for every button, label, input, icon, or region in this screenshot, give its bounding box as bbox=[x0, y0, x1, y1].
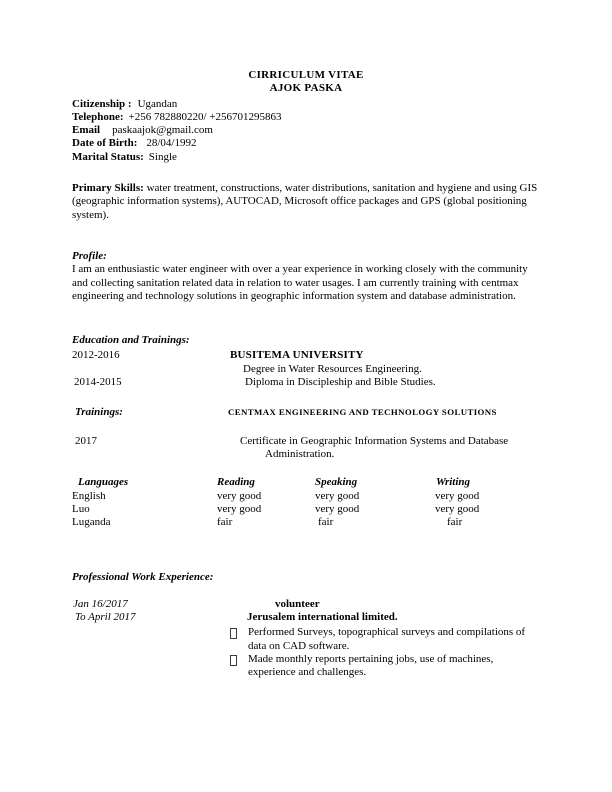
work-date-from: Jan 16/2017 bbox=[73, 597, 128, 610]
contact-block bbox=[72, 98, 540, 164]
work-role: volunteer bbox=[275, 597, 320, 610]
work-date-to: To April 2017 bbox=[75, 611, 136, 624]
primary-skills-paragraph bbox=[72, 182, 540, 222]
languages-col-header: Languages bbox=[78, 476, 129, 489]
contact-value: Single bbox=[148, 150, 177, 163]
document-title: CIRRICULUM VITAE bbox=[248, 69, 364, 81]
reading-level: very good bbox=[217, 489, 262, 502]
contact-label: Marital Status: bbox=[72, 150, 144, 163]
profile-text: I am an enthusiastic water engineer with over a year experience in working closely with the community and collecting sanitation related data in relation to water usages. I am currently training with centmax engineering and technology solutions in geographic information system and database administration. bbox=[72, 263, 528, 302]
contact-label: Date of Birth: bbox=[72, 137, 138, 150]
work-bullet-item bbox=[230, 653, 540, 680]
contact-email bbox=[72, 124, 540, 137]
education-detail: Degree in Water Resources Engineering. bbox=[243, 362, 422, 375]
contact-telephone bbox=[72, 111, 540, 124]
contact-value: paskaajok@gmail.com bbox=[112, 124, 213, 137]
languages-header-row bbox=[72, 476, 540, 489]
document-title-block bbox=[72, 69, 540, 96]
work-entry-row bbox=[72, 611, 540, 624]
education-institution: BUSITEMA UNIVERSITY bbox=[230, 349, 364, 362]
languages-table bbox=[72, 476, 540, 529]
speaking-level: fair bbox=[318, 516, 334, 529]
reading-level: very good bbox=[217, 502, 262, 515]
missing-glyph-bullet-icon bbox=[230, 655, 237, 666]
education-period: 2012-2016 bbox=[72, 349, 120, 362]
contact-citizenship bbox=[72, 98, 540, 111]
speaking-level: very good bbox=[315, 489, 360, 502]
education-period: 2014-2015 bbox=[74, 376, 122, 389]
writing-level: very good bbox=[435, 502, 480, 515]
contact-value: Ugandan bbox=[137, 97, 178, 110]
trainings-provider: CENTMAX ENGINEERING AND TECHNOLOGY SOLUTIONS bbox=[228, 407, 497, 418]
work-experience-entry bbox=[72, 598, 540, 680]
contact-value: +256 782880220/ +256701295863 bbox=[128, 110, 282, 123]
writing-level: very good bbox=[435, 489, 480, 502]
work-organization: Jerusalem international limited. bbox=[247, 611, 398, 624]
primary-skills-label: Primary Skills: bbox=[72, 182, 144, 195]
language-name: English bbox=[72, 489, 106, 502]
education-heading: Education and Trainings: bbox=[72, 334, 190, 347]
primary-skills-text: water treatment, constructions, water distributions, sanitation and hygiene and using GIS (geographic information systems), AUTOCAD, Microsoft office packages and GPS (global positioning system). bbox=[72, 182, 538, 221]
writing-col-header: Writing bbox=[436, 476, 471, 489]
profile-heading: Profile: bbox=[72, 249, 107, 262]
language-row bbox=[72, 516, 540, 529]
trainings-certificate-row bbox=[72, 435, 540, 462]
writing-level: fair bbox=[447, 516, 463, 529]
trainings-row bbox=[72, 406, 540, 419]
trainings-certificate: Certificate in Geographic Information Systems and Database Administration. bbox=[240, 434, 509, 460]
language-row bbox=[72, 490, 540, 503]
education-entry-detail bbox=[72, 363, 540, 376]
speaking-col-header: Speaking bbox=[315, 476, 358, 489]
work-bullet-text: Made monthly reports pertaining jobs, use of machines, experience and challenges. bbox=[248, 652, 494, 679]
reading-level: fair bbox=[217, 516, 233, 529]
language-row bbox=[72, 503, 540, 516]
language-name: Luganda bbox=[72, 516, 111, 529]
missing-glyph-bullet-icon bbox=[230, 628, 237, 639]
work-entry-row bbox=[72, 598, 540, 611]
trainings-year: 2017 bbox=[75, 434, 97, 447]
language-name: Luo bbox=[72, 502, 90, 515]
education-entry bbox=[72, 349, 540, 362]
reading-col-header: Reading bbox=[217, 476, 255, 489]
work-bullet-item bbox=[230, 626, 540, 653]
speaking-level: very good bbox=[315, 502, 360, 515]
candidate-name: AJOK PASKA bbox=[269, 82, 343, 95]
education-entry bbox=[72, 376, 540, 389]
trainings-heading: Trainings: bbox=[75, 406, 123, 419]
work-bullet-list bbox=[230, 626, 540, 679]
work-bullet-text: Performed Surveys, topographical surveys and compilations of data on CAD software. bbox=[248, 626, 526, 652]
education-rows bbox=[72, 349, 540, 389]
contact-label: Email bbox=[72, 124, 101, 137]
contact-value: 28/04/1992 bbox=[146, 137, 197, 150]
education-detail: Diploma in Discipleship and Bible Studies. bbox=[245, 376, 436, 389]
contact-marital-status bbox=[72, 151, 540, 164]
contact-label: Telephone: bbox=[72, 110, 124, 123]
contact-label: Citizenship : bbox=[72, 97, 132, 110]
work-experience-heading: Professional Work Experience: bbox=[72, 571, 214, 584]
contact-date-of-birth bbox=[72, 137, 540, 150]
